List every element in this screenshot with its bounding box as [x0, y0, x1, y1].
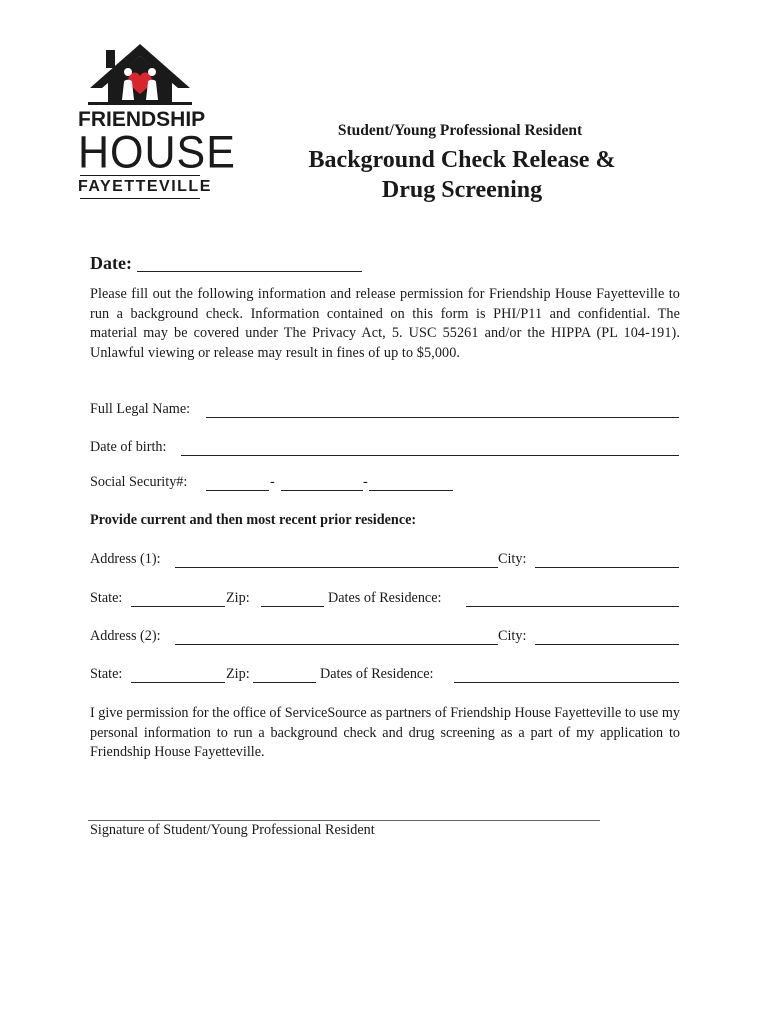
- city1-label: City:: [498, 551, 527, 567]
- full-legal-name-label: Full Legal Name:: [90, 401, 191, 417]
- permission-paragraph: I give permission for the office of ServiceSource as partners of Friendship House Fayetteville to use my personal information to run a background check and drug screening as a part of my application to Friendship House Fayetteville.: [90, 705, 680, 760]
- form-title: [262, 145, 662, 205]
- city2-field[interactable]: [535, 644, 679, 645]
- state1-field[interactable]: [131, 606, 225, 607]
- zip1-label: Zip:: [226, 590, 250, 606]
- ssn-dash-2: -: [363, 474, 368, 490]
- ssn-label: Social Security#:: [90, 474, 188, 490]
- dates1-label: Dates of Residence:: [328, 590, 442, 606]
- zip1-field[interactable]: [261, 606, 324, 607]
- date-of-birth-label: Date of birth:: [90, 439, 167, 455]
- friendship-house-logo: [78, 42, 236, 202]
- logo-line-house: HOUSE: [78, 127, 236, 179]
- dates1-field[interactable]: [466, 606, 679, 607]
- city1-field[interactable]: [535, 567, 679, 568]
- logo-underline: [80, 198, 200, 199]
- address2-field[interactable]: [175, 644, 498, 645]
- dates2-label: Dates of Residence:: [320, 666, 434, 682]
- state2-label: State:: [90, 666, 123, 682]
- logo-line-friendship: FRIENDSHIP: [78, 108, 206, 131]
- house-heart-icon: [78, 42, 202, 108]
- form-title-line1: Background Check Release &: [308, 147, 616, 173]
- form-subtitle: Student/Young Professional Resident: [337, 122, 583, 139]
- intro-paragraph: Please fill out the following information and release permission for Friendship House Fayetteville to run a background check. Information contained on this form is PHI/P11 and confidential. The material may be covered under The Privacy Act, 5. USC 55261 and/or the HIPPA (PL 104-191). Unlawful viewing or release may result in fines of up to $5,000.: [90, 286, 680, 361]
- full-legal-name-field[interactable]: [206, 417, 679, 418]
- address1-field[interactable]: [175, 567, 498, 568]
- residence-heading: Provide current and then most recent prior residence:: [90, 512, 417, 528]
- address2-label: Address (2):: [90, 628, 161, 644]
- address1-label: Address (1):: [90, 551, 161, 567]
- dates2-field[interactable]: [454, 682, 679, 683]
- ssn-dash-1: -: [270, 474, 275, 490]
- state1-label: State:: [90, 590, 123, 606]
- signature-field[interactable]: [88, 820, 600, 821]
- date-field[interactable]: [137, 271, 362, 272]
- date-of-birth-field[interactable]: [181, 455, 679, 456]
- signature-label: Signature of Student/Young Professional Resident: [90, 822, 375, 838]
- ssn-field-part2[interactable]: [281, 490, 363, 491]
- state2-field[interactable]: [131, 682, 225, 683]
- date-label: Date:: [90, 253, 132, 273]
- city2-label: City:: [498, 628, 527, 644]
- form-title-line2: Drug Screening: [381, 177, 543, 203]
- ssn-field-part3[interactable]: [369, 490, 453, 491]
- logo-line-fayetteville: FAYETTEVILLE: [78, 178, 212, 195]
- logo-divider: [80, 175, 200, 176]
- zip2-field[interactable]: [253, 682, 316, 683]
- zip2-label: Zip:: [226, 666, 250, 682]
- ssn-field-part1[interactable]: [206, 490, 269, 491]
